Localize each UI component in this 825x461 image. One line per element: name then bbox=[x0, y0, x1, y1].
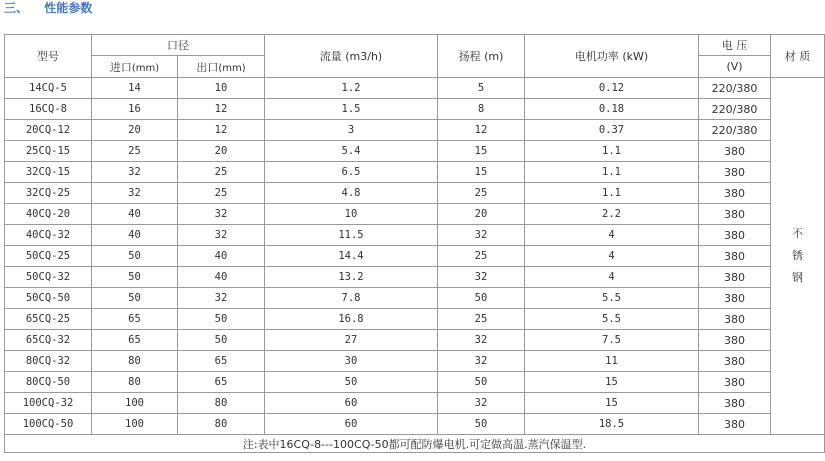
cell-flow: 30 bbox=[265, 351, 438, 372]
cell-inlet: 20 bbox=[92, 120, 178, 141]
cell-head: 32 bbox=[438, 351, 525, 372]
cell-flow: 14.4 bbox=[265, 246, 438, 267]
cell-outlet: 32 bbox=[178, 225, 265, 246]
cell-voltage: 380 bbox=[699, 372, 771, 393]
table-row bbox=[5, 246, 825, 267]
cell-flow: 1.5 bbox=[265, 99, 438, 120]
cell-model: 40CQ-20 bbox=[5, 204, 92, 225]
cell-model: 40CQ-32 bbox=[5, 225, 92, 246]
cell-power: 5.5 bbox=[525, 288, 699, 309]
cell-flow: 4.8 bbox=[265, 183, 438, 204]
table-row bbox=[5, 183, 825, 204]
cell-voltage: 380 bbox=[699, 204, 771, 225]
cell-voltage: 380 bbox=[699, 183, 771, 204]
cell-head: 50 bbox=[438, 288, 525, 309]
cell-voltage: 220/380 bbox=[699, 78, 771, 99]
material-char: 钢 bbox=[792, 271, 803, 284]
cell-flow: 27 bbox=[265, 330, 438, 351]
header-model: 型号 bbox=[5, 35, 92, 78]
cell-flow: 11.5 bbox=[265, 225, 438, 246]
cell-voltage: 380 bbox=[699, 267, 771, 288]
cell-outlet: 32 bbox=[178, 204, 265, 225]
cell-inlet: 50 bbox=[92, 288, 178, 309]
cell-power: 15 bbox=[525, 372, 699, 393]
cell-power: 1.1 bbox=[525, 141, 699, 162]
cell-outlet: 10 bbox=[178, 78, 265, 99]
table-row bbox=[5, 141, 825, 162]
table-row bbox=[5, 204, 825, 225]
cell-power: 4 bbox=[525, 246, 699, 267]
material-char: 不 bbox=[792, 227, 803, 240]
table-row bbox=[5, 330, 825, 351]
cell-head: 5 bbox=[438, 78, 525, 99]
cell-head: 8 bbox=[438, 99, 525, 120]
cell-model: 50CQ-50 bbox=[5, 288, 92, 309]
cell-voltage: 380 bbox=[699, 225, 771, 246]
header-outlet-unit: (mm) bbox=[218, 62, 246, 74]
cell-head: 32 bbox=[438, 225, 525, 246]
cell-model: 100CQ-50 bbox=[5, 414, 92, 435]
cell-power: 7.5 bbox=[525, 330, 699, 351]
cell-inlet: 100 bbox=[92, 393, 178, 414]
cell-model: 32CQ-15 bbox=[5, 162, 92, 183]
cell-head: 12 bbox=[438, 120, 525, 141]
header-voltage-unit: (V) bbox=[699, 56, 771, 78]
header-outlet-label: 出口 bbox=[196, 60, 219, 74]
cell-flow: 60 bbox=[265, 393, 438, 414]
cell-voltage: 380 bbox=[699, 330, 771, 351]
cell-inlet: 16 bbox=[92, 99, 178, 120]
cell-model: 80CQ-32 bbox=[5, 351, 92, 372]
cell-outlet: 32 bbox=[178, 288, 265, 309]
cell-flow: 10 bbox=[265, 204, 438, 225]
cell-inlet: 50 bbox=[92, 246, 178, 267]
table-row bbox=[5, 372, 825, 393]
cell-inlet: 40 bbox=[92, 204, 178, 225]
cell-voltage: 380 bbox=[699, 246, 771, 267]
cell-model: 50CQ-25 bbox=[5, 246, 92, 267]
cell-inlet: 14 bbox=[92, 78, 178, 99]
cell-inlet: 80 bbox=[92, 351, 178, 372]
cell-power: 0.37 bbox=[525, 120, 699, 141]
cell-flow: 1.2 bbox=[265, 78, 438, 99]
cell-inlet: 32 bbox=[92, 183, 178, 204]
cell-material bbox=[771, 78, 825, 435]
cell-outlet: 80 bbox=[178, 414, 265, 435]
cell-inlet: 80 bbox=[92, 372, 178, 393]
table-row bbox=[5, 99, 825, 120]
cell-power: 0.12 bbox=[525, 78, 699, 99]
cell-power: 11 bbox=[525, 351, 699, 372]
cell-voltage: 380 bbox=[699, 309, 771, 330]
header-material: 材 质 bbox=[771, 35, 825, 78]
cell-model: 65CQ-25 bbox=[5, 309, 92, 330]
cell-flow: 7.8 bbox=[265, 288, 438, 309]
cell-outlet: 40 bbox=[178, 246, 265, 267]
cell-head: 25 bbox=[438, 309, 525, 330]
cell-inlet: 40 bbox=[92, 225, 178, 246]
cell-voltage: 380 bbox=[699, 393, 771, 414]
header-power: 电机功率 (kW) bbox=[525, 35, 699, 78]
cell-outlet: 80 bbox=[178, 393, 265, 414]
cell-model: 16CQ-8 bbox=[5, 99, 92, 120]
cell-power: 0.18 bbox=[525, 99, 699, 120]
header-caliber: 口径 bbox=[92, 35, 265, 56]
cell-voltage: 380 bbox=[699, 351, 771, 372]
table-row bbox=[5, 162, 825, 183]
cell-flow: 60 bbox=[265, 414, 438, 435]
cell-inlet: 65 bbox=[92, 309, 178, 330]
cell-power: 2.2 bbox=[525, 204, 699, 225]
table-row bbox=[5, 78, 825, 99]
table-row bbox=[5, 414, 825, 435]
cell-outlet: 25 bbox=[178, 162, 265, 183]
cell-inlet: 65 bbox=[92, 330, 178, 351]
cell-inlet: 25 bbox=[92, 141, 178, 162]
cell-voltage: 380 bbox=[699, 162, 771, 183]
cell-voltage: 380 bbox=[699, 288, 771, 309]
cell-head: 15 bbox=[438, 162, 525, 183]
cell-outlet: 65 bbox=[178, 351, 265, 372]
cell-voltage: 220/380 bbox=[699, 120, 771, 141]
header-flow: 流量 (m3/h) bbox=[265, 35, 438, 78]
cell-outlet: 50 bbox=[178, 330, 265, 351]
header-head: 扬程 (m) bbox=[438, 35, 525, 78]
header-outlet bbox=[178, 56, 265, 78]
cell-voltage: 380 bbox=[699, 414, 771, 435]
cell-outlet: 40 bbox=[178, 267, 265, 288]
cell-head: 32 bbox=[438, 267, 525, 288]
cell-head: 50 bbox=[438, 414, 525, 435]
cell-outlet: 12 bbox=[178, 120, 265, 141]
table-row bbox=[5, 393, 825, 414]
cell-power: 5.5 bbox=[525, 309, 699, 330]
cell-head: 32 bbox=[438, 330, 525, 351]
cell-head: 25 bbox=[438, 246, 525, 267]
table-row bbox=[5, 309, 825, 330]
cell-outlet: 65 bbox=[178, 372, 265, 393]
cell-head: 32 bbox=[438, 393, 525, 414]
cell-power: 4 bbox=[525, 267, 699, 288]
cell-head: 15 bbox=[438, 141, 525, 162]
cell-outlet: 20 bbox=[178, 141, 265, 162]
table-row bbox=[5, 267, 825, 288]
cell-power: 15 bbox=[525, 393, 699, 414]
section-heading bbox=[4, 0, 92, 20]
cell-flow: 3 bbox=[265, 120, 438, 141]
cell-voltage: 220/380 bbox=[699, 99, 771, 120]
cell-inlet: 50 bbox=[92, 267, 178, 288]
cell-flow: 13.2 bbox=[265, 267, 438, 288]
table-row bbox=[5, 288, 825, 309]
table-row bbox=[5, 351, 825, 372]
cell-model: 14CQ-5 bbox=[5, 78, 92, 99]
cell-head: 50 bbox=[438, 372, 525, 393]
cell-flow: 6.5 bbox=[265, 162, 438, 183]
cell-inlet: 32 bbox=[92, 162, 178, 183]
performance-parameter-table bbox=[4, 34, 825, 453]
material-char: 锈 bbox=[792, 249, 803, 262]
section-title: 性能参数 bbox=[44, 1, 93, 15]
header-inlet-unit: (mm) bbox=[131, 62, 160, 74]
cell-flow: 16.8 bbox=[265, 309, 438, 330]
cell-outlet: 25 bbox=[178, 183, 265, 204]
cell-model: 25CQ-15 bbox=[5, 141, 92, 162]
table-note: 注:表中16CQ-8---100CQ-50都可配防爆电机.可定做高温.蒸汽保温型. bbox=[5, 435, 825, 453]
cell-model: 50CQ-32 bbox=[5, 267, 92, 288]
header-inlet bbox=[92, 56, 178, 78]
section-number: 三、 bbox=[4, 1, 29, 15]
note-row bbox=[5, 435, 825, 453]
cell-flow: 5.4 bbox=[265, 141, 438, 162]
cell-power: 18.5 bbox=[525, 414, 699, 435]
table-row bbox=[5, 120, 825, 141]
header-row-1 bbox=[5, 35, 825, 56]
cell-model: 65CQ-32 bbox=[5, 330, 92, 351]
header-inlet-label: 进口 bbox=[109, 60, 132, 74]
cell-inlet: 100 bbox=[92, 414, 178, 435]
cell-model: 20CQ-12 bbox=[5, 120, 92, 141]
header-voltage: 电 压 bbox=[699, 35, 771, 56]
cell-power: 1.1 bbox=[525, 183, 699, 204]
cell-model: 100CQ-32 bbox=[5, 393, 92, 414]
cell-voltage: 380 bbox=[699, 141, 771, 162]
table-row bbox=[5, 225, 825, 246]
cell-power: 1.1 bbox=[525, 162, 699, 183]
cell-outlet: 12 bbox=[178, 99, 265, 120]
cell-model: 80CQ-50 bbox=[5, 372, 92, 393]
cell-head: 25 bbox=[438, 183, 525, 204]
cell-outlet: 50 bbox=[178, 309, 265, 330]
table-body bbox=[5, 78, 825, 453]
cell-head: 20 bbox=[438, 204, 525, 225]
cell-power: 4 bbox=[525, 225, 699, 246]
cell-model: 32CQ-25 bbox=[5, 183, 92, 204]
cell-flow: 50 bbox=[265, 372, 438, 393]
